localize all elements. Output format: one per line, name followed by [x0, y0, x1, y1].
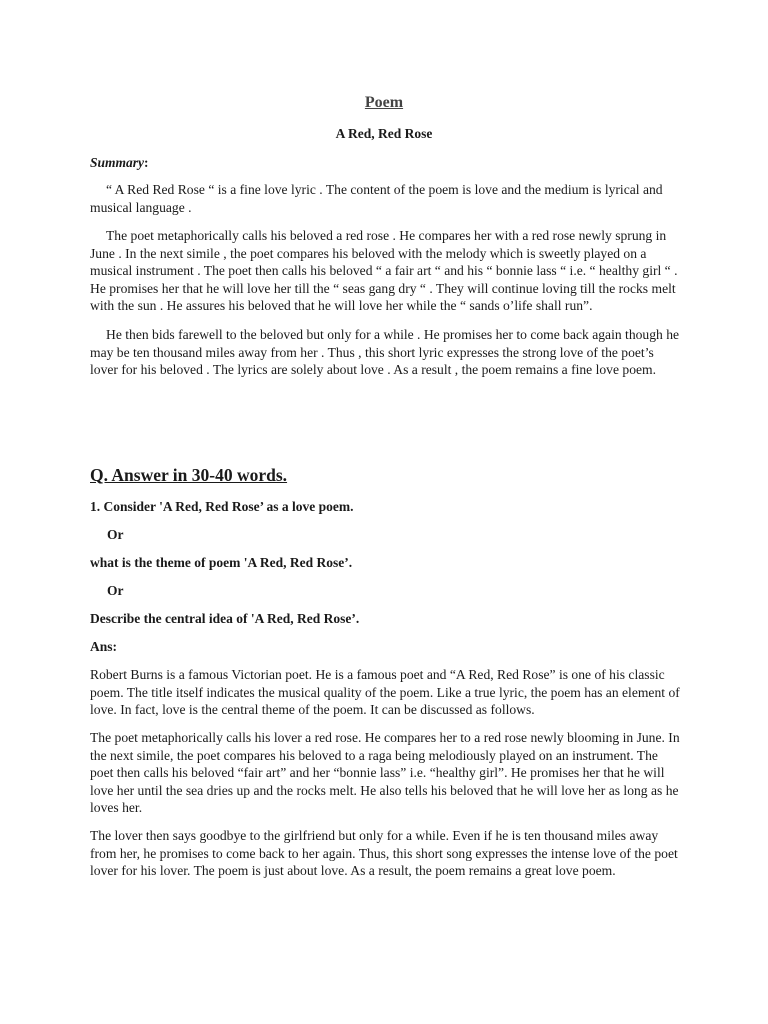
poem-subtitle: A Red, Red Rose — [335, 126, 433, 141]
summary-label — [90, 155, 149, 171]
question-1-alt-2: Describe the central idea of 'A Red, Red Rose’. — [90, 611, 360, 626]
summary-label-colon: : — [144, 155, 149, 170]
or-separator-1: Or — [107, 527, 124, 542]
question-heading: Q. Answer in 30-40 words. — [90, 465, 288, 485]
answer-label: Ans: — [90, 639, 118, 654]
question-1: 1. Consider 'A Red, Red Rose’ as a love poem. — [90, 499, 354, 514]
summary-paragraph-3: He then bids farewell to the beloved but only for a while . He promises her to come back again though he may be ten thousand miles away from her . Thus , this short lyric expresses the strong love of the poet’s lover for his beloved . The lyrics are solely about love . As a result , the poem remains a fine love poem. — [90, 327, 680, 378]
summary-paragraph-1: “ A Red Red Rose “ is a fine love lyric . The content of the poem is love and the medium is lyrical and musical language . — [90, 182, 663, 215]
summary-paragraph-2: The poet metaphorically calls his beloved a red rose . He compares her with a red rose newly sprung in June . In the next simile , the poet compares his beloved with the melody which is sweetly played on a musical instrument . The poet then calls his beloved “ a fair art “ and his “ bonnie lass “ i.e. “ healthy girl “ . He promises her that he will love her till the “ seas gang dry “ . They will continue loving till the rocks melt with the sun . He assures his beloved that he will love her while the “ sands o’life shall run”. — [90, 228, 678, 314]
or-separator-2: Or — [107, 583, 124, 598]
answer-paragraph-1: Robert Burns is a famous Victorian poet. He is a famous poet and “A Red, Red Rose” is one of his classic poem. The title itself indicates the musical quality of the poem. Like a true lyric, the poem has an element of love. In fact, love is the central theme of the poem. It can be discussed as follows. — [90, 667, 680, 718]
answer-paragraph-2: The poet metaphorically calls his lover a red rose. He compares her to a red rose newly blooming in June. In the next simile, the poet compares his beloved to a raga being melodiously played on an instrument. The poet then calls his beloved “fair art” and her “bonnie lass” i.e. “healthy girl”. He promises her that he will love her until the sea dries up and the rocks melt. He also tells his beloved that he will love her as long as he loves her. — [90, 730, 680, 816]
question-1-alt: what is the theme of poem 'A Red, Red Rose’. — [90, 555, 353, 570]
answer-paragraph-3: The lover then says goodbye to the girlfriend but only for a while. Even if he is ten thousand miles away from her, he promises to come back to her again. Thus, this short song expresses the intense love of the poet lover for his lover. The poem is just about love. As a result, the poem remains a great love poem. — [90, 828, 678, 879]
page-title: Poem — [364, 94, 404, 111]
summary-label-text: Summary — [90, 155, 145, 170]
